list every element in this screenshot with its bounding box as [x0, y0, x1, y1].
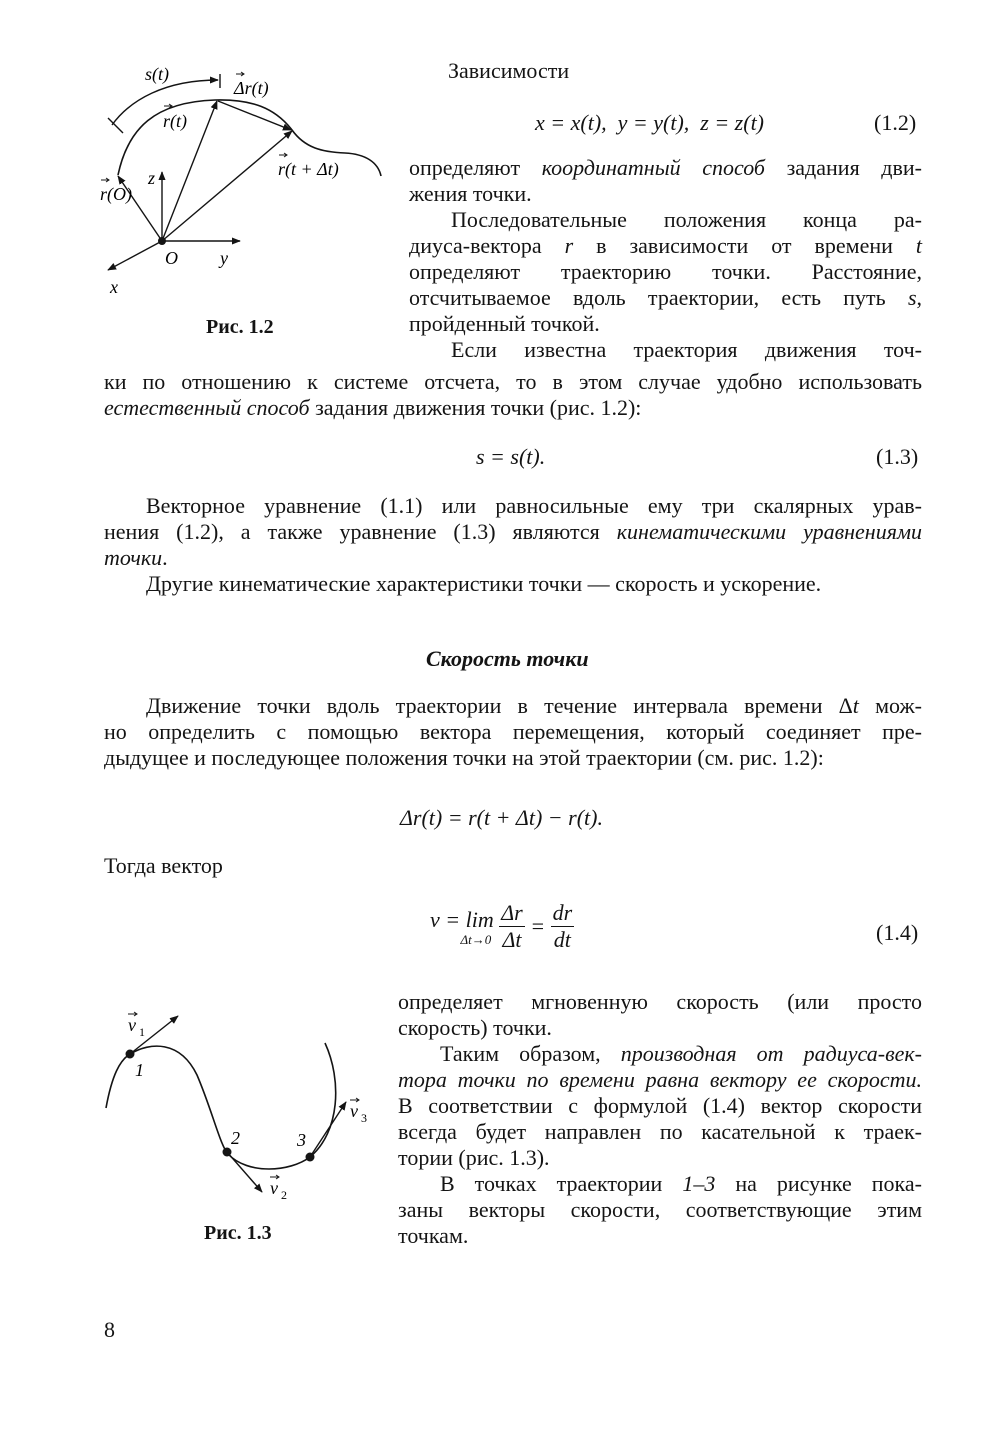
- label-v1: v: [128, 1015, 136, 1035]
- text-then-vector: Тогда вектор: [104, 853, 223, 878]
- equation-1-4: v = lim Δt→0 $\frac{\Delta r}{\Delta t}$ = $\frac{dr}{dt}$: [430, 900, 573, 952]
- label-z: z: [148, 168, 156, 188]
- section-heading: Скорость точки: [426, 646, 589, 671]
- label-delta-r: Δr(t): [234, 78, 269, 98]
- equation-displacement: Δr(t) = r(t + Δt) − r(t).: [400, 805, 603, 830]
- paragraph-coordinate-method: определяют координатный способ задания дви- жения точки. Последовательные положения конца ра- диуса-вектора r в зависимости от времени t определяют траекторию точки. Расстояние, отсчитываемое вдоль траектории, есть путь s, пройденный точкой. Если известна траектория движения точ-: [409, 155, 922, 362]
- label-x: x: [110, 277, 118, 297]
- equation-1-2: x = x(t), y = y(t), z = z(t): [535, 110, 765, 135]
- label-v2: v: [270, 1178, 278, 1198]
- label-v3: v: [350, 1101, 358, 1121]
- figure-1-2-caption: Рис. 1.2: [206, 316, 274, 338]
- figure-1-3: [95, 1005, 395, 1210]
- page-number: 8: [104, 1317, 115, 1342]
- label-r-t: r(t): [163, 111, 187, 131]
- figure-1-2: [95, 55, 395, 305]
- vector-r-t-dt: [162, 131, 292, 241]
- equation-1-4-number: (1.4): [876, 920, 919, 945]
- figure-1-3-caption: Рис. 1.3: [204, 1222, 272, 1244]
- equation-1-3-number: (1.3): [876, 444, 919, 469]
- axis-x: [108, 241, 162, 270]
- velocity-vector-3: [310, 1102, 346, 1157]
- label-r0: r(O): [100, 184, 132, 204]
- paragraph-velocity: определяет мгновенную скорость (или просто скорость) точки. Таким образом, производная от радиуса-век- тора точки по времени равна вектору ее скорости. В соответствии с формулой (1.4) вектор скорости всегда будет направлен по касательной к траек- тории (рис. 1.3). В точках траектории 1–3 на рисунке пока- заны векторы скорости, соответствующие этим точкам.: [398, 989, 923, 1248]
- label-r-t-dt: r(t + Δt): [278, 159, 339, 179]
- label-v3-sub: 3: [361, 1111, 367, 1125]
- origin-point: [158, 237, 166, 245]
- label-o: O: [165, 248, 178, 268]
- paragraph-natural-method: ки по отношению к системе отсчета, то в этом случае удобно использовать естественный способ задания движения точки (рис. 1.2):: [104, 369, 922, 420]
- trajectory-curve: [118, 100, 381, 176]
- equation-1-2-number: (1.2): [874, 110, 917, 135]
- label-y: y: [220, 248, 228, 268]
- label-s: s(t): [145, 64, 169, 84]
- paragraph-displacement: Движение точки вдоль траектории в течение интервала времени Δt мож- но определить с помощью вектора перемещения, который соединяет пре- дыдущее и последующее положения точки на этой траектории (см. рис. 1.2):: [104, 693, 922, 770]
- equation-1-3: s = s(t).: [476, 444, 546, 469]
- label-v2-sub: 2: [281, 1188, 287, 1202]
- text-dependencies: Зависимости: [448, 58, 570, 83]
- label-point-3: 3: [297, 1130, 306, 1150]
- label-point-1: 1: [135, 1060, 144, 1080]
- label-v1-sub: 1: [139, 1025, 145, 1039]
- paragraph-kinematic-equations: Векторное уравнение (1.1) или равносильные ему три скалярных урав- нения (1.2), а также уравнение (1.3) являются кинематическими уравнениями точки. Другие кинематические характеристики точки — скорость и ускорение.: [104, 493, 922, 596]
- label-point-2: 2: [231, 1128, 240, 1148]
- velocity-vector-2: [227, 1152, 262, 1192]
- vector-delta-r: [218, 101, 291, 130]
